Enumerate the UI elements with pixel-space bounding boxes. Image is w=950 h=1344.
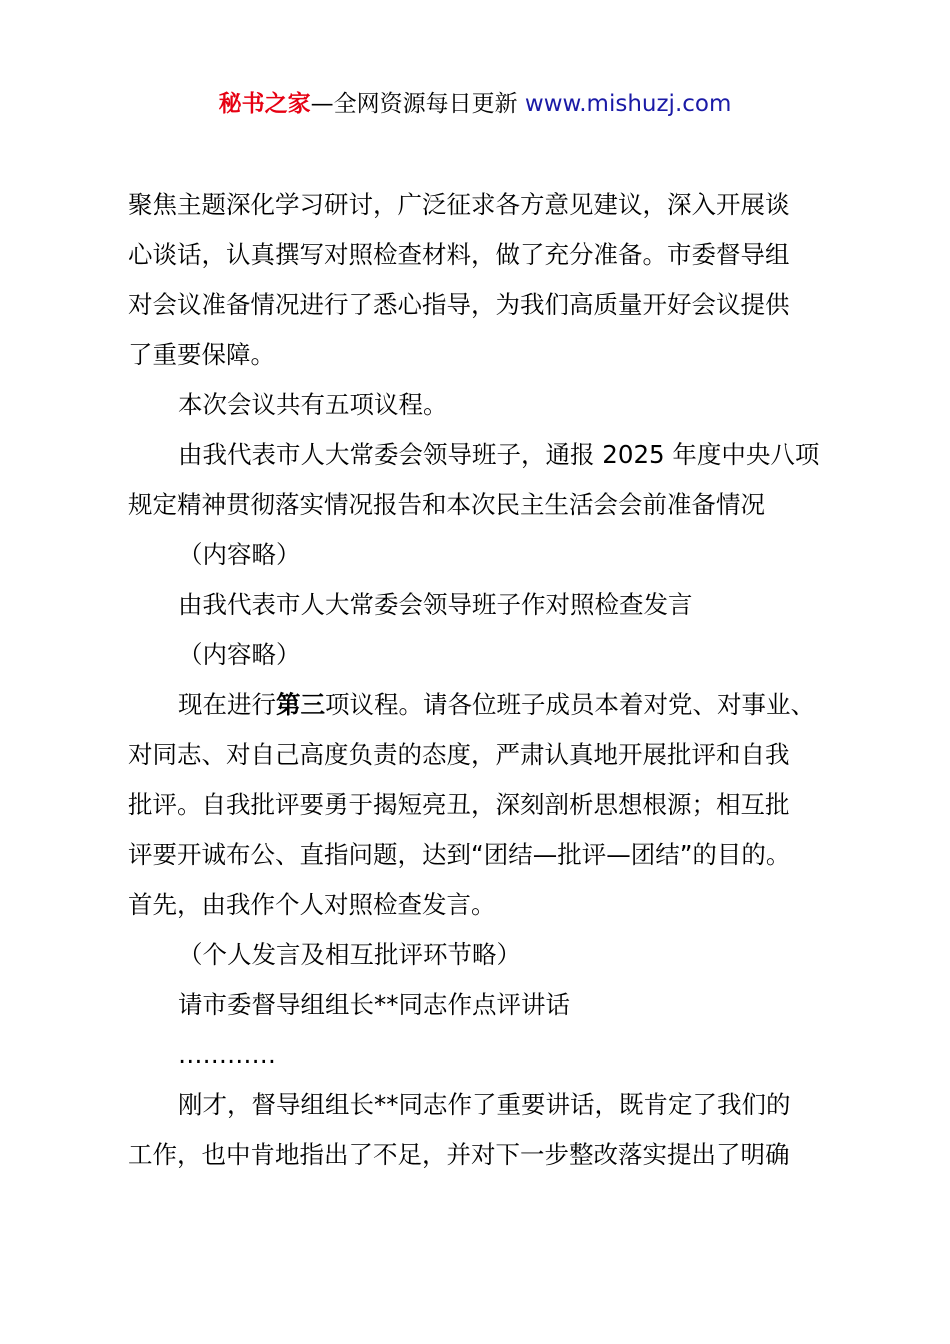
paragraph-line: 对同志、对自己高度负责的态度，严肃认真地开展批评和自我 xyxy=(128,740,790,769)
document-body xyxy=(128,180,844,1180)
site-brand: 秘书之家 xyxy=(218,91,311,117)
paragraph-text: 现在进行 xyxy=(178,690,276,719)
paragraph-line: 聚焦主题深化学习研讨，广泛征求各方意见建议，深入开展谈 xyxy=(128,190,790,219)
paragraph-line xyxy=(128,680,844,730)
paragraph-line: 首先，由我作个人对照检查发言。 xyxy=(128,890,496,919)
paragraph-line: 本次会议共有五项议程。 xyxy=(178,390,448,419)
paragraph-line: 刚才，督导组组长**同志作了重要讲话，既肯定了我们的 xyxy=(178,1090,791,1119)
site-url-link[interactable]: www.mishuzj.com xyxy=(524,91,732,117)
site-header xyxy=(0,86,950,122)
paragraph-line: 心谈话，认真撰写对照检查材料，做了充分准备。市委督导组 xyxy=(128,240,790,269)
paragraph-line: 了重要保障。 xyxy=(128,340,275,369)
paragraph-line: 工作，也中肯地指出了不足，并对下一步整改落实提出了明确 xyxy=(128,1140,790,1169)
content-omitted-note: （内容略） xyxy=(178,640,301,669)
paragraph-line: 由我代表市人大常委会领导班子作对照检查发言 xyxy=(178,590,693,619)
content-omitted-note: （个人发言及相互批评环节略） xyxy=(178,940,521,969)
paragraph-text: 项议程。请各位班子成员本着对党、对事业、 xyxy=(325,690,815,719)
paragraph-line: 规定精神贯彻落实情况报告和本次民主生活会会前准备情况 xyxy=(128,490,765,519)
paragraph-line: 对会议准备情况进行了悉心指导，为我们高质量开好会议提供 xyxy=(128,290,790,319)
paragraph-line: 请市委督导组组长**同志作点评讲话 xyxy=(178,990,570,1019)
site-tagline: —全网资源每日更新 xyxy=(310,91,525,117)
paragraph-line: 批评。自我批评要勇于揭短亮丑，深刻剖析思想根源；相互批 xyxy=(128,790,790,819)
paragraph-line: 评要开诚布公、直指问题，达到“团结—批评—团结”的目的。 xyxy=(128,840,791,869)
ellipsis-line: ………… xyxy=(178,1040,276,1069)
content-omitted-note: （内容略） xyxy=(178,540,301,569)
agenda-item-emphasis: 第三 xyxy=(276,690,325,719)
paragraph-line: 由我代表市人大常委会领导班子，通报 2025 年度中央八项 xyxy=(178,440,820,469)
